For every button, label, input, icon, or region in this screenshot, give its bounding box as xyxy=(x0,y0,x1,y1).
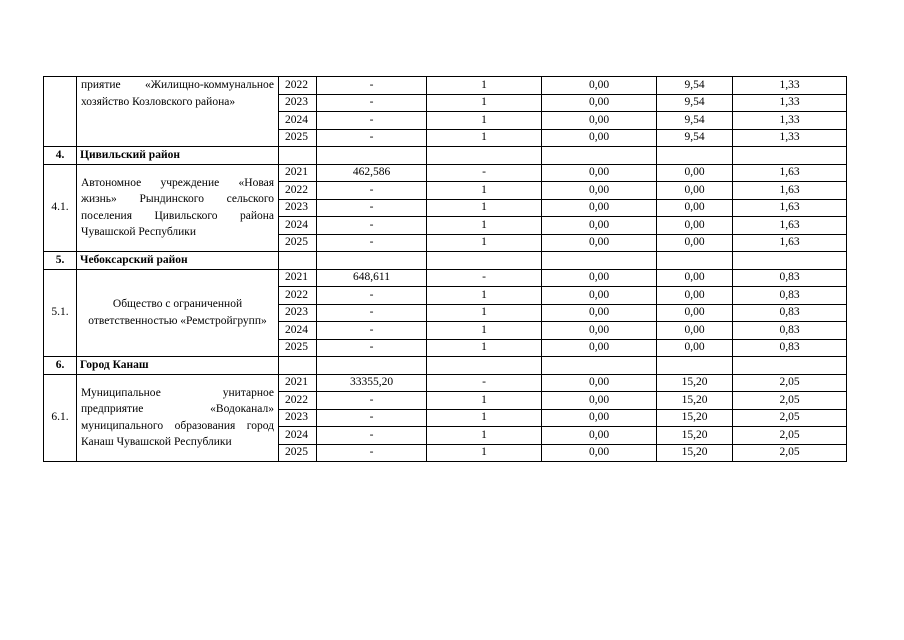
value-c-cell: 1,33 xyxy=(733,77,847,95)
value-c-cell: 0,83 xyxy=(733,269,847,287)
value-c-cell: 1,63 xyxy=(733,182,847,200)
empty-cell xyxy=(733,147,847,165)
value-a-cell: 0,00 xyxy=(542,427,657,445)
empty-cell xyxy=(279,147,317,165)
year-cell: 2021 xyxy=(279,374,317,392)
volume-cell: - xyxy=(317,409,427,427)
value-c-cell: 1,63 xyxy=(733,217,847,235)
value-a-cell: 0,00 xyxy=(542,339,657,357)
value-a-cell: 0,00 xyxy=(542,287,657,305)
year-cell: 2024 xyxy=(279,112,317,130)
value-a-cell: 0,00 xyxy=(542,392,657,410)
section-number: 5. xyxy=(44,252,77,270)
section-header-row xyxy=(44,147,847,165)
volume-cell: - xyxy=(317,427,427,445)
value-b-cell: 9,54 xyxy=(657,129,733,147)
table-row xyxy=(44,164,847,182)
count-cell: 1 xyxy=(427,409,542,427)
count-cell: 1 xyxy=(427,234,542,252)
value-b-cell: 0,00 xyxy=(657,304,733,322)
value-b-cell: 9,54 xyxy=(657,77,733,95)
value-c-cell: 0,83 xyxy=(733,304,847,322)
value-c-cell: 2,05 xyxy=(733,374,847,392)
row-number-cell: 4.1. xyxy=(44,164,77,252)
value-a-cell: 0,00 xyxy=(542,269,657,287)
count-cell: 1 xyxy=(427,217,542,235)
value-c-cell: 0,83 xyxy=(733,322,847,340)
organization-cell: Общество с ограниченной ответственностью «Ремстройгрупп» xyxy=(77,269,279,357)
volume-cell: - xyxy=(317,287,427,305)
value-a-cell: 0,00 xyxy=(542,77,657,95)
value-a-cell: 0,00 xyxy=(542,374,657,392)
section-header-row xyxy=(44,357,847,375)
empty-cell xyxy=(427,147,542,165)
value-c-cell: 1,33 xyxy=(733,112,847,130)
value-b-cell: 15,20 xyxy=(657,444,733,462)
volume-cell: 462,586 xyxy=(317,164,427,182)
value-a-cell: 0,00 xyxy=(542,199,657,217)
count-cell: 1 xyxy=(427,444,542,462)
value-c-cell: 2,05 xyxy=(733,444,847,462)
value-b-cell: 0,00 xyxy=(657,287,733,305)
volume-cell: - xyxy=(317,77,427,95)
year-cell: 2025 xyxy=(279,339,317,357)
year-cell: 2022 xyxy=(279,392,317,410)
organization-cell: Автономное учреждение «Новая жизнь» Рындинского сельского поселения Цивильского района Чувашской Республики xyxy=(77,164,279,252)
table-row xyxy=(44,374,847,392)
value-b-cell: 0,00 xyxy=(657,339,733,357)
value-a-cell: 0,00 xyxy=(542,164,657,182)
value-b-cell: 15,20 xyxy=(657,427,733,445)
value-b-cell: 15,20 xyxy=(657,374,733,392)
count-cell: 1 xyxy=(427,112,542,130)
volume-cell: - xyxy=(317,304,427,322)
year-cell: 2024 xyxy=(279,217,317,235)
value-c-cell: 1,63 xyxy=(733,199,847,217)
count-cell: 1 xyxy=(427,182,542,200)
year-cell: 2023 xyxy=(279,94,317,112)
year-cell: 2025 xyxy=(279,444,317,462)
table-row xyxy=(44,77,847,95)
count-cell: 1 xyxy=(427,77,542,95)
empty-cell xyxy=(317,357,427,375)
volume-cell: - xyxy=(317,217,427,235)
value-a-cell: 0,00 xyxy=(542,409,657,427)
year-cell: 2025 xyxy=(279,234,317,252)
volume-cell: - xyxy=(317,392,427,410)
year-cell: 2022 xyxy=(279,287,317,305)
value-a-cell: 0,00 xyxy=(542,182,657,200)
empty-cell xyxy=(657,357,733,375)
empty-cell xyxy=(733,357,847,375)
empty-cell xyxy=(542,147,657,165)
value-b-cell: 0,00 xyxy=(657,182,733,200)
value-c-cell: 1,33 xyxy=(733,129,847,147)
volume-cell: - xyxy=(317,182,427,200)
value-b-cell: 0,00 xyxy=(657,322,733,340)
value-a-cell: 0,00 xyxy=(542,444,657,462)
value-a-cell: 0,00 xyxy=(542,217,657,235)
volume-cell: - xyxy=(317,234,427,252)
value-c-cell: 1,63 xyxy=(733,164,847,182)
year-cell: 2025 xyxy=(279,129,317,147)
value-c-cell: 2,05 xyxy=(733,392,847,410)
empty-cell xyxy=(427,357,542,375)
empty-cell xyxy=(279,252,317,270)
empty-cell xyxy=(427,252,542,270)
section-number: 6. xyxy=(44,357,77,375)
count-cell: - xyxy=(427,269,542,287)
value-a-cell: 0,00 xyxy=(542,304,657,322)
count-cell: 1 xyxy=(427,322,542,340)
row-number-cell xyxy=(44,77,77,147)
value-c-cell: 2,05 xyxy=(733,409,847,427)
organization-cell: Муниципальное унитарное предприятие «Водоканал» муниципального образования город Канаш Чувашской Республики xyxy=(77,374,279,462)
organization-cell: приятие «Жилищно-коммунальное хозяйство Козловского района» xyxy=(77,77,279,147)
value-c-cell: 0,83 xyxy=(733,339,847,357)
year-cell: 2024 xyxy=(279,322,317,340)
year-cell: 2023 xyxy=(279,199,317,217)
year-cell: 2021 xyxy=(279,269,317,287)
year-cell: 2023 xyxy=(279,304,317,322)
volume-cell: - xyxy=(317,322,427,340)
count-cell: 1 xyxy=(427,427,542,445)
year-cell: 2022 xyxy=(279,77,317,95)
count-cell: 1 xyxy=(427,129,542,147)
count-cell: 1 xyxy=(427,94,542,112)
value-c-cell: 2,05 xyxy=(733,427,847,445)
value-a-cell: 0,00 xyxy=(542,129,657,147)
empty-cell xyxy=(279,357,317,375)
count-cell: - xyxy=(427,374,542,392)
count-cell: 1 xyxy=(427,199,542,217)
empty-cell xyxy=(657,252,733,270)
value-c-cell: 1,63 xyxy=(733,234,847,252)
value-b-cell: 0,00 xyxy=(657,199,733,217)
count-cell: 1 xyxy=(427,287,542,305)
year-cell: 2023 xyxy=(279,409,317,427)
count-cell: 1 xyxy=(427,304,542,322)
volume-cell: - xyxy=(317,112,427,130)
empty-cell xyxy=(657,147,733,165)
count-cell: 1 xyxy=(427,392,542,410)
year-cell: 2024 xyxy=(279,427,317,445)
section-header-row xyxy=(44,252,847,270)
table-body xyxy=(44,77,847,462)
value-b-cell: 9,54 xyxy=(657,94,733,112)
value-b-cell: 0,00 xyxy=(657,217,733,235)
row-number-cell: 5.1. xyxy=(44,269,77,357)
empty-cell xyxy=(542,357,657,375)
table-row xyxy=(44,269,847,287)
count-cell: 1 xyxy=(427,339,542,357)
count-cell: - xyxy=(427,164,542,182)
value-c-cell: 0,83 xyxy=(733,287,847,305)
volume-cell: 33355,20 xyxy=(317,374,427,392)
value-b-cell: 9,54 xyxy=(657,112,733,130)
section-number: 4. xyxy=(44,147,77,165)
section-title: Чебоксарский район xyxy=(77,252,279,270)
indicators-table xyxy=(43,76,847,462)
empty-cell xyxy=(317,252,427,270)
volume-cell: 648,611 xyxy=(317,269,427,287)
value-b-cell: 15,20 xyxy=(657,409,733,427)
volume-cell: - xyxy=(317,339,427,357)
section-title: Город Канаш xyxy=(77,357,279,375)
value-b-cell: 0,00 xyxy=(657,164,733,182)
empty-cell xyxy=(542,252,657,270)
value-a-cell: 0,00 xyxy=(542,94,657,112)
value-b-cell: 0,00 xyxy=(657,269,733,287)
volume-cell: - xyxy=(317,444,427,462)
value-b-cell: 0,00 xyxy=(657,234,733,252)
empty-cell xyxy=(733,252,847,270)
volume-cell: - xyxy=(317,199,427,217)
value-a-cell: 0,00 xyxy=(542,322,657,340)
empty-cell xyxy=(317,147,427,165)
value-a-cell: 0,00 xyxy=(542,112,657,130)
volume-cell: - xyxy=(317,129,427,147)
value-c-cell: 1,33 xyxy=(733,94,847,112)
year-cell: 2021 xyxy=(279,164,317,182)
year-cell: 2022 xyxy=(279,182,317,200)
section-title: Цивильский район xyxy=(77,147,279,165)
volume-cell: - xyxy=(317,94,427,112)
row-number-cell: 6.1. xyxy=(44,374,77,462)
value-b-cell: 15,20 xyxy=(657,392,733,410)
value-a-cell: 0,00 xyxy=(542,234,657,252)
